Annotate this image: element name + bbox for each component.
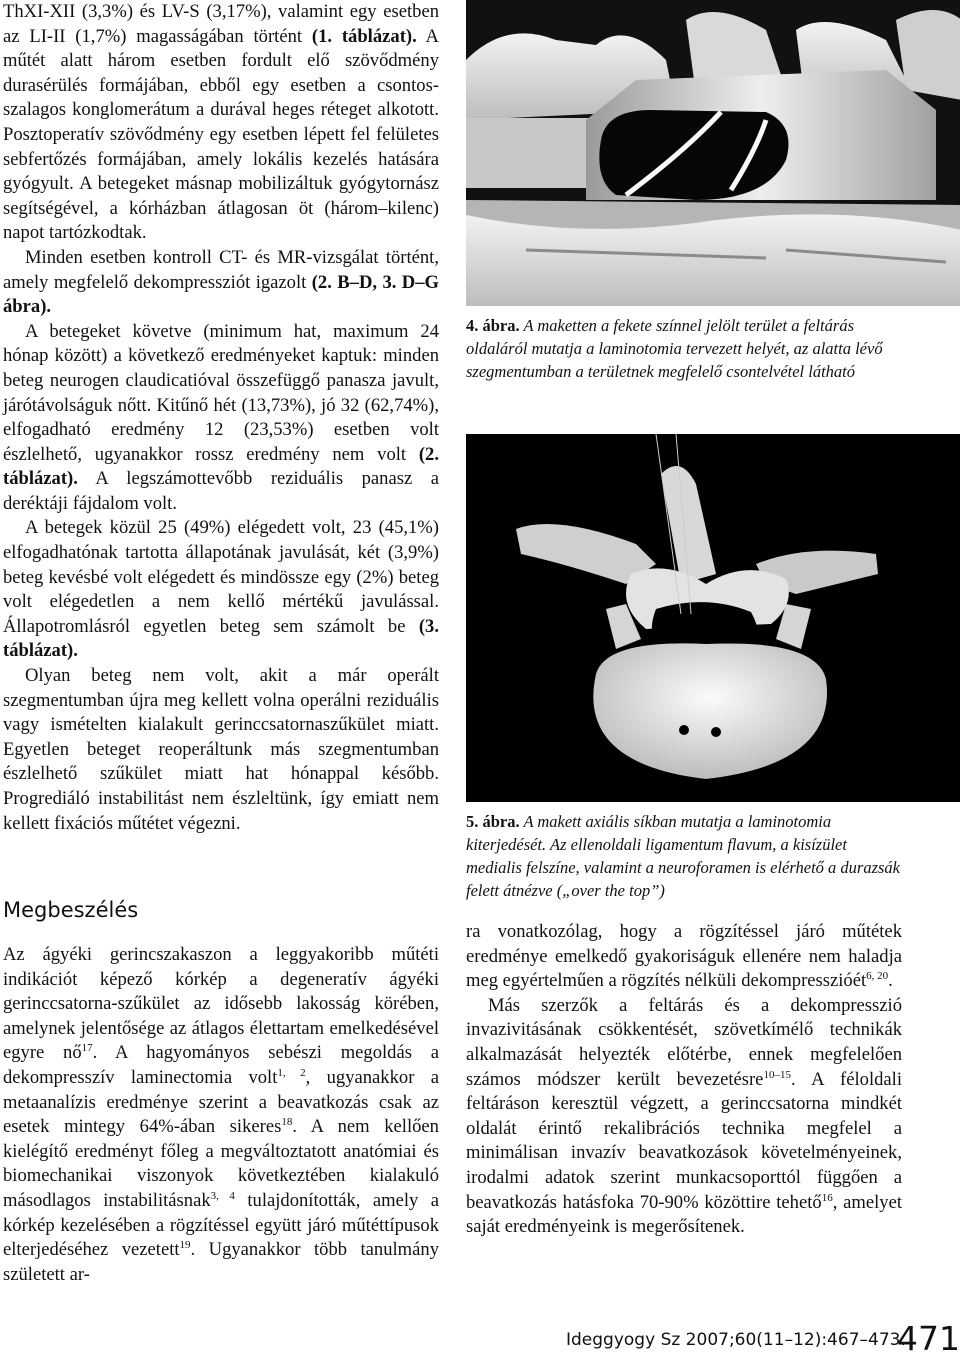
section-heading: Megbeszélés (3, 898, 139, 922)
left-column (3, 0, 439, 836)
vertebra-axial-model (466, 434, 960, 802)
page-footer (566, 1319, 960, 1358)
page-number: 471 (897, 1319, 960, 1358)
journal-citation: Ideggyogy Sz 2007;60(11–12):467–473. (566, 1330, 906, 1350)
paragraph-2: Minden esetben kontroll CT- és MR-vizsgálat történt, amely megfelelő dekompressziót igazolt (2. B–D, 3. D–G ábra). (3, 246, 439, 318)
table-ref[interactable]: (2. táblázat). (3, 443, 439, 490)
paragraph-4: A betegek közül 25 (49%) elégedett volt, 23 (45,1%) elfogadhatónak tartotta állapotának javulását, két (3,9%) beteg kevésbé volt elégedett és mindössze egy (2%) beteg volt elégedetlen a nem kellő mértékű javulással. Állapotromlásról egyetlen beteg sem számolt be (3. táblázat). (3, 517, 439, 662)
paragraph-3: A betegeket követve (minimum hat, maximum 24 hónap között) a következő eredményeket kaptuk: minden beteg neurogen claudicatióval összefüggő panasza javult, járótávolságuk nőtt. Kitűnő hét (13,73%), jó 32 (62,74%), elfogadható eredmény 12 (23,53%) esetben volt észlelhető, ugyanakkor rossz eredmény nem volt (2. táblázat). A legszámottevőbb reziduális panasz a deréktáji fájdalom volt. (3, 320, 439, 514)
figure-4-image (466, 0, 960, 306)
paragraph-6: Az ágyéki gerincszakaszon a leggyakoribb műtéti indikációt képező kórkép a degeneratív ágyéki gerinccsatorna-szűkület az idősebb lakosság körében, amelynek jelentősége az átlagos élettartam emelkedésével egyre $nő^{17}$. A hagyományos sebészi megoldás a dekompresszív laminectomia volt$^{1, 2}$, ugyanakkor a metaanalízis eredménye szerint a beavatkozás csak az esetek mintegy 64%-ában sikeres$^{18}$. A nem kellően kielégítő eredményt főleg a megváltoztatott anatómiai és biomechanikai viszonyok következtében kialakuló másodlagos instabilitásnak$^{3, 4}$ tulajdonították, amely a kórkép kezelésében a rögzítéssel együtt járó műtéttípusok elterjedéséhez vezetett$^{19}$. Ugyanakkor több tanulmány született ar- (3, 944, 440, 1285)
discussion-text (3, 943, 439, 1287)
figure-5-image (466, 434, 960, 802)
figure-4-caption: 4. ábra. A maketten a fekete színnel jelölt terület a feltárás oldaláról mutatja a laminotomia tervezett helyét, az alatta lévő szegmentumban a területnek megfelelő csontelvétel látható (466, 316, 883, 381)
figure-5-caption: 5. ábra. A makett axiális síkban mutatja a laminotomia kiterjedését. Az ellenoldali ligamentum flavum, a kisízület medialis felszíne, valamint a neuroforamen is elérhető a durazsák felett átnézve („over the top”) (466, 812, 901, 900)
figure-ref[interactable]: (2. B–D, 3. D–G ábra). (3, 271, 439, 318)
paragraph-1: ThXI-XII (3,3%) és LV-S (3,17%), valamint egy esetben az LI-II (1,7%) magasságában történt (1. táblázat). A műtét alatt három esetben fordult elő szövődmény durasérülés formájában, ebből egy esetben a csontos-szalagos konglomerátum a durával heges réteget alkotott. Posztoperatív szövődmény egy esetben lépett fel felületes sebfertőzés formájában, amely lokális kezelés hatására gyógyult. A betegeket másnap mobilizáltuk gyógytornász segítségével, a kórházban átlagosan öt (három–kilenc) napot tartózkodtak. (3, 1, 439, 244)
paragraph-8: Más szerzők a feltárás és a dekompresszió invazivitásának csökkentését, szövetkímélő technikák alkalmazását helyezték előtérbe, ennek megfelelően számos módszer került bevezetésre$^{10-15}$. A féloldali feltáráson keresztül végzett, a gerinccsatorna mindkét oldalát érintő rekalibrációs technika megfelel a minimálisan invazív beavatkozások követelményeinek, irodalmi adatok szerint munkacsoporttól függően a beavatkozás hatásfoka 70-90% közöttire tehető$^{16}$, amelyet saját eredményeink is megerősítenek. (466, 994, 903, 1238)
table-ref[interactable]: (1. táblázat). (311, 25, 417, 47)
paragraph-7: ra vonatkozólag, hogy a rögzítéssel járó műtétek eredménye emelkedő gyakoriságuk ellenére nem haladja meg egyértelműen a rögzítés nélküli dekompresszióét$^{6, 20}$. (466, 921, 902, 992)
spine-lateral-model (466, 0, 960, 306)
paragraph-5: Olyan beteg nem volt, akit a már operált szegmentumban újra meg kellett volna operálni reziduális vagy ismételten kialakult gerinccsatornaszűkület miatt. Egyetlen beteget reoperáltunk más szegmentumban észlelhető szűkület miatt hat hónappal később. Progrediáló instabilitást nem észleltünk, így emiatt nem kellett fixációs műtétet végezni. (3, 665, 439, 834)
table-ref[interactable]: (3. táblázat). (3, 615, 439, 662)
right-column (466, 920, 902, 1240)
